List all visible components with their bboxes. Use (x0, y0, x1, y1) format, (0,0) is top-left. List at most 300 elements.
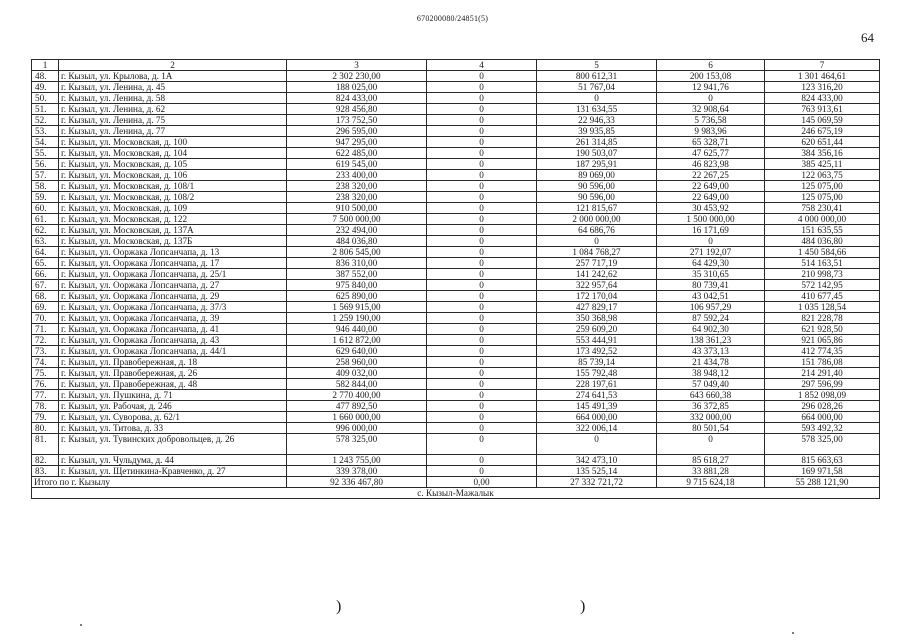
table-row (32, 104, 880, 115)
table-row (32, 181, 880, 192)
value-cell: 64. (32, 247, 59, 258)
address-cell: г. Кызыл, ул. Московская, д. 108/1 (59, 181, 287, 192)
section-row (32, 488, 880, 499)
value-cell: 593 492,32 (765, 423, 880, 434)
value-cell: 74. (32, 357, 59, 368)
value-cell: 32 908,64 (657, 104, 765, 115)
value-cell: 5 736,58 (657, 115, 765, 126)
value-cell: 22 649,00 (657, 192, 765, 203)
value-cell: 122 063,75 (765, 170, 880, 181)
value-cell: 514 163,51 (765, 258, 880, 269)
table-row (32, 412, 880, 423)
value-cell: 90 596,00 (537, 181, 657, 192)
value-cell: 48. (32, 71, 59, 82)
value-cell: 758 230,41 (765, 203, 880, 214)
address-cell: г. Кызыл, ул. Правобережная, д. 26 (59, 368, 287, 379)
value-cell: 0 (537, 434, 657, 455)
value-cell: 155 792,48 (537, 368, 657, 379)
value-cell: 16 171,69 (657, 225, 765, 236)
table-row (32, 148, 880, 159)
value-cell: 0 (427, 466, 537, 477)
value-cell: 65. (32, 258, 59, 269)
value-cell: 0 (537, 236, 657, 247)
value-cell: 49. (32, 82, 59, 93)
value-cell: 0 (537, 93, 657, 104)
address-cell: г. Кызыл, ул. Московская, д. 137А (59, 225, 287, 236)
value-cell: 58. (32, 181, 59, 192)
header-cell: 5 (537, 60, 657, 71)
address-cell: г. Кызыл, ул. Тувинских добровольцев, д. 26 (59, 434, 287, 455)
value-cell: 246 675,19 (765, 126, 880, 137)
value-cell: 484 036,80 (765, 236, 880, 247)
value-cell: 815 663,63 (765, 455, 880, 466)
value-cell: 763 913,61 (765, 104, 880, 115)
value-cell: 1 660 000,00 (287, 412, 427, 423)
value-cell: 824 433,00 (765, 93, 880, 104)
value-cell: 1 500 000,00 (657, 214, 765, 225)
table-row (32, 390, 880, 401)
value-cell: 0 (657, 434, 765, 455)
value-cell: 2 806 545,00 (287, 247, 427, 258)
value-cell: 131 634,55 (537, 104, 657, 115)
value-cell: 1 084 768,27 (537, 247, 657, 258)
value-cell: 625 890,00 (287, 291, 427, 302)
total-label: Итого по г. Кызылу (32, 477, 287, 488)
value-cell: 54. (32, 137, 59, 148)
value-cell: 238 320,00 (287, 192, 427, 203)
value-cell: 477 892,50 (287, 401, 427, 412)
address-cell: г. Кызыл, ул. Ленина, д. 75 (59, 115, 287, 126)
header-cell: 4 (427, 60, 537, 71)
value-cell: 22 649,00 (657, 181, 765, 192)
address-cell: г. Кызыл, ул. Чульдума, д. 44 (59, 455, 287, 466)
value-cell: 322 957,64 (537, 280, 657, 291)
value-cell: 0 (657, 236, 765, 247)
table-row (32, 335, 880, 346)
value-cell: 921 065,86 (765, 335, 880, 346)
total-value: 27 332 721,72 (537, 477, 657, 488)
table-row (32, 291, 880, 302)
value-cell: 173 492,52 (537, 346, 657, 357)
value-cell: 0 (427, 412, 537, 423)
address-cell: г. Кызыл, ул. Ленина, д. 62 (59, 104, 287, 115)
value-cell: 2 302 230,00 (287, 71, 427, 82)
address-cell: г. Кызыл, ул. Ооржака Лопсанчапа, д. 27 (59, 280, 287, 291)
value-cell: 62. (32, 225, 59, 236)
table-row (32, 346, 880, 357)
table-row (32, 137, 880, 148)
value-cell: 68. (32, 291, 59, 302)
value-cell: 578 325,00 (765, 434, 880, 455)
value-cell: 64 429,30 (657, 258, 765, 269)
value-cell: 70. (32, 313, 59, 324)
table-row (32, 368, 880, 379)
value-cell: 43 042,51 (657, 291, 765, 302)
value-cell: 141 242,62 (537, 269, 657, 280)
value-cell: 12 941,76 (657, 82, 765, 93)
table-row (32, 214, 880, 225)
value-cell: 332 000,00 (657, 412, 765, 423)
address-cell: г. Кызыл, ул. Ооржака Лопсанчапа, д. 17 (59, 258, 287, 269)
value-cell: 83. (32, 466, 59, 477)
value-cell: 0 (427, 170, 537, 181)
page-number: 64 (861, 30, 874, 45)
value-cell: 800 612,31 (537, 71, 657, 82)
value-cell: 0 (657, 93, 765, 104)
data-table (31, 59, 880, 499)
value-cell: 4 000 000,00 (765, 214, 880, 225)
value-cell: 57. (32, 170, 59, 181)
table-row (32, 159, 880, 170)
value-cell: 77. (32, 390, 59, 401)
value-cell: 65 328,71 (657, 137, 765, 148)
table-row (32, 82, 880, 93)
address-cell: г. Кызыл, ул. Ленина, д. 58 (59, 93, 287, 104)
value-cell: 2 770 400,00 (287, 390, 427, 401)
table-row (32, 401, 880, 412)
value-cell: 72. (32, 335, 59, 346)
value-cell: 1 569 915,00 (287, 302, 427, 313)
value-cell: 297 596,99 (765, 379, 880, 390)
value-cell: 0 (427, 313, 537, 324)
table-row (32, 192, 880, 203)
header-row (32, 60, 880, 71)
value-cell: 271 192,07 (657, 247, 765, 258)
value-cell: 228 197,61 (537, 379, 657, 390)
value-cell: 0 (427, 159, 537, 170)
value-cell: 35 310,65 (657, 269, 765, 280)
value-cell: 80 739,41 (657, 280, 765, 291)
value-cell: 7 500 000,00 (287, 214, 427, 225)
value-cell: 145 491,39 (537, 401, 657, 412)
value-cell: 61. (32, 214, 59, 225)
value-cell: 121 815,67 (537, 203, 657, 214)
table-row (32, 357, 880, 368)
value-cell: 2 000 000,00 (537, 214, 657, 225)
table-row (32, 379, 880, 390)
value-cell: 1 035 128,54 (765, 302, 880, 313)
value-cell: 427 829,17 (537, 302, 657, 313)
value-cell: 63. (32, 236, 59, 247)
total-row (32, 477, 880, 488)
address-cell: г. Кызыл, ул. Крылова, д. 1А (59, 71, 287, 82)
value-cell: 259 609,20 (537, 324, 657, 335)
value-cell: 387 552,00 (287, 269, 427, 280)
total-value: 0,00 (427, 477, 537, 488)
value-cell: 0 (427, 390, 537, 401)
address-cell: г. Кызыл, ул. Ооржака Лопсанчапа, д. 44/1 (59, 346, 287, 357)
value-cell: 138 361,23 (657, 335, 765, 346)
value-cell: 9 983,96 (657, 126, 765, 137)
value-cell: 0 (427, 148, 537, 159)
value-cell: 33 881,28 (657, 466, 765, 477)
table-row (32, 170, 880, 181)
value-cell: 947 295,00 (287, 137, 427, 148)
value-cell: 169 971,58 (765, 466, 880, 477)
value-cell: 66. (32, 269, 59, 280)
value-cell: 52. (32, 115, 59, 126)
value-cell: 0 (427, 291, 537, 302)
value-cell: 0 (427, 269, 537, 280)
value-cell: 67. (32, 280, 59, 291)
value-cell: 0 (427, 236, 537, 247)
value-cell: 296 595,00 (287, 126, 427, 137)
value-cell: 261 314,85 (537, 137, 657, 148)
value-cell: 55. (32, 148, 59, 159)
value-cell: 0 (427, 335, 537, 346)
value-cell: 125 075,00 (765, 192, 880, 203)
address-cell: г. Кызыл, ул. Рабочая, д. 246 (59, 401, 287, 412)
address-cell: г. Кызыл, ул. Титова, д. 33 (59, 423, 287, 434)
value-cell: 85 618,27 (657, 455, 765, 466)
value-cell: 296 028,26 (765, 401, 880, 412)
handwritten-mark: ) (336, 598, 342, 615)
section-label: с. Кызыл-Мажалык (32, 488, 880, 499)
header-cell: 7 (765, 60, 880, 71)
value-cell: 81. (32, 434, 59, 455)
value-cell: 71. (32, 324, 59, 335)
table-row (32, 71, 880, 82)
value-cell: 173 752,50 (287, 115, 427, 126)
value-cell: 412 774,35 (765, 346, 880, 357)
value-cell: 190 503,07 (537, 148, 657, 159)
value-cell: 0 (427, 181, 537, 192)
table-body (32, 60, 880, 499)
address-cell: г. Кызыл, ул. Ооржака Лопсанчапа, д. 43 (59, 335, 287, 346)
value-cell: 47 625,77 (657, 148, 765, 159)
address-cell: г. Кызыл, ул. Правобережная, д. 48 (59, 379, 287, 390)
table-row (32, 324, 880, 335)
value-cell: 36 372,85 (657, 401, 765, 412)
value-cell: 22 946,33 (537, 115, 657, 126)
value-cell: 85 739,14 (537, 357, 657, 368)
value-cell: 64 686,76 (537, 225, 657, 236)
value-cell: 619 545,00 (287, 159, 427, 170)
value-cell: 384 356,16 (765, 148, 880, 159)
value-cell: 145 069,59 (765, 115, 880, 126)
value-cell: 257 717,19 (537, 258, 657, 269)
value-cell: 664 000,00 (765, 412, 880, 423)
header-cell: 3 (287, 60, 427, 71)
value-cell: 30 453,92 (657, 203, 765, 214)
table-row (32, 225, 880, 236)
value-cell: 56. (32, 159, 59, 170)
value-cell: 232 494,00 (287, 225, 427, 236)
table-row (32, 434, 880, 455)
value-cell: 0 (427, 280, 537, 291)
value-cell: 975 840,00 (287, 280, 427, 291)
value-cell: 90 596,00 (537, 192, 657, 203)
value-cell: 0 (427, 258, 537, 269)
address-cell: г. Кызыл, ул. Ооржака Лопсанчапа, д. 39 (59, 313, 287, 324)
value-cell: 106 957,29 (657, 302, 765, 313)
header-cell: 2 (59, 60, 287, 71)
total-value: 92 336 467,80 (287, 477, 427, 488)
value-cell: 0 (427, 346, 537, 357)
value-cell: 64 902,30 (657, 324, 765, 335)
handwritten-mark: ) (580, 598, 586, 615)
value-cell: 79. (32, 412, 59, 423)
value-cell: 553 444,91 (537, 335, 657, 346)
value-cell: 135 525,14 (537, 466, 657, 477)
total-value: 9 715 624,18 (657, 477, 765, 488)
value-cell: 151 635,55 (765, 225, 880, 236)
value-cell: 0 (427, 115, 537, 126)
table-row (32, 466, 880, 477)
table-row (32, 302, 880, 313)
value-cell: 664 000,00 (537, 412, 657, 423)
value-cell: 578 325,00 (287, 434, 427, 455)
value-cell: 82. (32, 455, 59, 466)
scan-speck (792, 632, 794, 634)
value-cell: 0 (427, 324, 537, 335)
value-cell: 339 378,00 (287, 466, 427, 477)
value-cell: 836 310,00 (287, 258, 427, 269)
table-row (32, 203, 880, 214)
value-cell: 125 075,00 (765, 181, 880, 192)
value-cell: 572 142,95 (765, 280, 880, 291)
header-cell: 1 (32, 60, 59, 71)
value-cell: 0 (427, 434, 537, 455)
value-cell: 1 301 464,61 (765, 71, 880, 82)
value-cell: 0 (427, 302, 537, 313)
value-cell: 484 036,80 (287, 236, 427, 247)
value-cell: 123 316,20 (765, 82, 880, 93)
value-cell: 89 069,00 (537, 170, 657, 181)
table-row (32, 236, 880, 247)
address-cell: г. Кызыл, ул. Ооржака Лопсанчапа, д. 37/3 (59, 302, 287, 313)
value-cell: 50. (32, 93, 59, 104)
value-cell: 210 998,73 (765, 269, 880, 280)
table-row (32, 93, 880, 104)
value-cell: 151 786,08 (765, 357, 880, 368)
table-row (32, 280, 880, 291)
value-cell: 0 (427, 401, 537, 412)
address-cell: г. Кызыл, ул. Пушкина, д. 71 (59, 390, 287, 401)
value-cell: 643 660,38 (657, 390, 765, 401)
address-cell: г. Кызыл, ул. Московская, д. 105 (59, 159, 287, 170)
value-cell: 0 (427, 82, 537, 93)
value-cell: 409 032,00 (287, 368, 427, 379)
address-cell: г. Кызыл, ул. Щетинкина-Кравченко, д. 27 (59, 466, 287, 477)
address-cell: г. Кызыл, ул. Московская, д. 109 (59, 203, 287, 214)
value-cell: 51 767,04 (537, 82, 657, 93)
value-cell: 350 368,98 (537, 313, 657, 324)
value-cell: 0 (427, 126, 537, 137)
value-cell: 996 000,00 (287, 423, 427, 434)
value-cell: 187 295,91 (537, 159, 657, 170)
scan-speck (80, 624, 82, 626)
value-cell: 233 400,00 (287, 170, 427, 181)
value-cell: 0 (427, 137, 537, 148)
address-cell: г. Кызыл, ул. Ооржака Лопсанчапа, д. 25/1 (59, 269, 287, 280)
value-cell: 214 291,40 (765, 368, 880, 379)
value-cell: 0 (427, 455, 537, 466)
value-cell: 410 677,45 (765, 291, 880, 302)
value-cell: 21 434,78 (657, 357, 765, 368)
value-cell: 1 243 755,00 (287, 455, 427, 466)
address-cell: г. Кызыл, ул. Ооржака Лопсанчапа, д. 41 (59, 324, 287, 335)
value-cell: 258 960,00 (287, 357, 427, 368)
address-cell: г. Кызыл, ул. Московская, д. 100 (59, 137, 287, 148)
value-cell: 38 948,12 (657, 368, 765, 379)
value-cell: 1 612 872,00 (287, 335, 427, 346)
value-cell: 69. (32, 302, 59, 313)
address-cell: г. Кызыл, ул. Ленина, д. 77 (59, 126, 287, 137)
value-cell: 78. (32, 401, 59, 412)
header-cell: 6 (657, 60, 765, 71)
table-row (32, 247, 880, 258)
value-cell: 824 433,00 (287, 93, 427, 104)
address-cell: г. Кызыл, ул. Правобережная, д. 18 (59, 357, 287, 368)
table-row (32, 423, 880, 434)
table-row (32, 313, 880, 324)
value-cell: 0 (427, 423, 537, 434)
address-cell: г. Кызыл, ул. Суворова, д. 62/1 (59, 412, 287, 423)
address-cell: г. Кызыл, ул. Ооржака Лопсанчапа, д. 29 (59, 291, 287, 302)
value-cell: 274 641,53 (537, 390, 657, 401)
value-cell: 172 170,04 (537, 291, 657, 302)
table-row (32, 258, 880, 269)
total-value: 55 288 121,90 (765, 477, 880, 488)
value-cell: 322 006,14 (537, 423, 657, 434)
address-cell: г. Кызыл, ул. Московская, д. 106 (59, 170, 287, 181)
value-cell: 200 153,08 (657, 71, 765, 82)
value-cell: 87 592,24 (657, 313, 765, 324)
value-cell: 582 844,00 (287, 379, 427, 390)
value-cell: 0 (427, 247, 537, 258)
value-cell: 60. (32, 203, 59, 214)
address-cell: г. Кызыл, ул. Московская, д. 122 (59, 214, 287, 225)
value-cell: 39 935,85 (537, 126, 657, 137)
value-cell: 22 267,25 (657, 170, 765, 181)
value-cell: 928 456,80 (287, 104, 427, 115)
value-cell: 73. (32, 346, 59, 357)
value-cell: 188 025,00 (287, 82, 427, 93)
value-cell: 946 440,00 (287, 324, 427, 335)
address-cell: г. Кызыл, ул. Ленина, д. 45 (59, 82, 287, 93)
value-cell: 43 373,13 (657, 346, 765, 357)
value-cell: 622 485,00 (287, 148, 427, 159)
value-cell: 46 823,98 (657, 159, 765, 170)
table-row (32, 455, 880, 466)
value-cell: 53. (32, 126, 59, 137)
address-cell: г. Кызыл, ул. Московская, д. 104 (59, 148, 287, 159)
value-cell: 385 425,11 (765, 159, 880, 170)
address-cell: г. Кызыл, ул. Московская, д. 137Б (59, 236, 287, 247)
value-cell: 910 500,00 (287, 203, 427, 214)
address-cell: г. Кызыл, ул. Ооржака Лопсанчапа, д. 13 (59, 247, 287, 258)
value-cell: 1 852 098,09 (765, 390, 880, 401)
value-cell: 620 651,44 (765, 137, 880, 148)
value-cell: 0 (427, 214, 537, 225)
value-cell: 0 (427, 368, 537, 379)
value-cell: 80. (32, 423, 59, 434)
address-cell: г. Кызыл, ул. Московская, д. 108/2 (59, 192, 287, 203)
document-id: 670200080/24851(5) (416, 14, 489, 23)
value-cell: 0 (427, 104, 537, 115)
value-cell: 1 450 584,66 (765, 247, 880, 258)
table-row (32, 126, 880, 137)
value-cell: 59. (32, 192, 59, 203)
value-cell: 0 (427, 93, 537, 104)
value-cell: 80 501,54 (657, 423, 765, 434)
value-cell: 1 259 190,00 (287, 313, 427, 324)
value-cell: 629 640,00 (287, 346, 427, 357)
value-cell: 0 (427, 357, 537, 368)
value-cell: 0 (427, 203, 537, 214)
value-cell: 51. (32, 104, 59, 115)
